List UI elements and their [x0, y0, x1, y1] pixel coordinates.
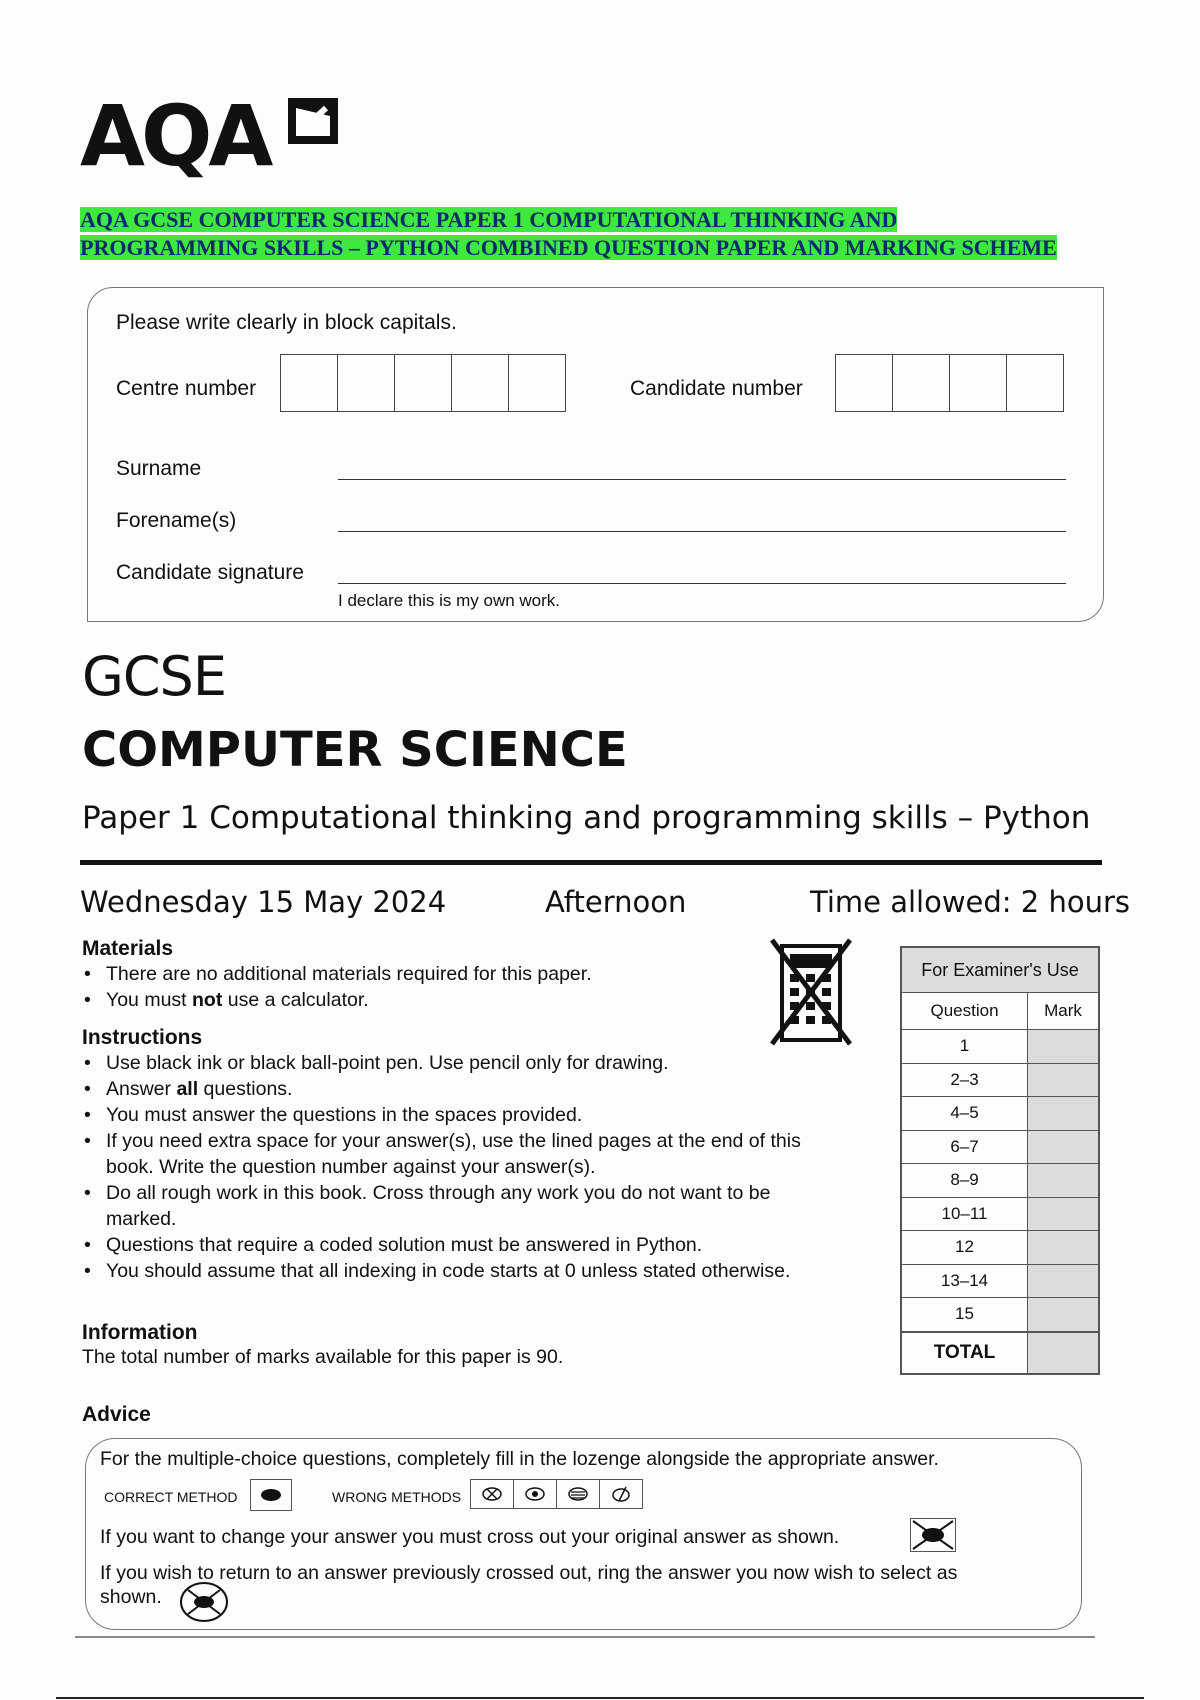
total-row — [901, 1332, 1099, 1374]
advice-line-3-end: shown. — [100, 1586, 162, 1608]
candidate-digit-box[interactable] — [1007, 355, 1063, 411]
question-column-header: Question — [901, 993, 1028, 1030]
question-number: 8–9 — [901, 1164, 1028, 1198]
mark-cell — [1028, 1097, 1099, 1131]
candidate-number-field[interactable] — [835, 354, 1064, 412]
table-row — [901, 1264, 1099, 1298]
surname-field[interactable] — [338, 479, 1066, 480]
materials-heading: Materials — [82, 937, 174, 960]
mark-column-header: Mark — [1028, 993, 1099, 1030]
list-item: • You must not use a calculator. — [82, 987, 782, 1013]
time-allowed: Time allowed: 2 hours — [810, 885, 1130, 919]
qualification-title: GCSE — [82, 645, 226, 708]
instructions-list — [82, 1050, 862, 1284]
table-row — [901, 1298, 1099, 1332]
instructions-heading: Instructions — [82, 1026, 203, 1049]
crossed-lozenge-icon — [911, 1519, 955, 1551]
centre-number-label: Centre number — [116, 377, 257, 400]
question-number: 2–3 — [901, 1063, 1028, 1097]
centre-digit-box[interactable] — [452, 355, 509, 411]
mark-cell — [1028, 1231, 1099, 1265]
wrong-slash-lozenge-icon — [600, 1480, 642, 1508]
wrong-methods-examples — [470, 1479, 643, 1509]
centre-digit-box[interactable] — [338, 355, 395, 411]
banner-line-2: PROGRAMMING SKILLS – PYTHON COMBINED QUESTION PAPER AND MARKING SCHEME — [80, 235, 1057, 260]
correct-method-label: CORRECT METHOD — [104, 1489, 238, 1505]
list-item: • If you need extra space for your answer(s), use the lined pages at the end of this book. Write the question number against your answer(s). — [82, 1128, 826, 1180]
document-banner — [80, 206, 1160, 262]
title-divider — [80, 860, 1102, 865]
centre-digit-box[interactable] — [395, 355, 452, 411]
forename-label: Forename(s) — [116, 509, 237, 532]
candidate-digit-box[interactable] — [950, 355, 1007, 411]
centre-number-field[interactable] — [280, 354, 566, 412]
mark-cell — [1028, 1264, 1099, 1298]
total-mark-cell — [1028, 1332, 1099, 1374]
candidate-number-label: Candidate number — [630, 377, 803, 400]
correct-method-example — [250, 1479, 292, 1511]
question-number: 4–5 — [901, 1097, 1028, 1131]
forename-field[interactable] — [338, 531, 1066, 532]
footer-rule — [75, 1636, 1095, 1638]
list-item: • There are no additional materials required for this paper. — [82, 961, 782, 987]
question-number: 1 — [901, 1030, 1028, 1064]
aqa-logo — [80, 88, 350, 184]
centre-digit-box[interactable] — [509, 355, 565, 411]
advice-line-3: If you wish to return to an answer previously crossed out, ring the answer you now wish to select as — [100, 1562, 958, 1584]
declaration-text: I declare this is my own work. — [338, 591, 561, 610]
filled-lozenge-icon — [260, 1488, 282, 1502]
materials-list — [82, 961, 782, 1013]
examiner-use-table — [900, 946, 1100, 1375]
exam-session: Afternoon — [545, 885, 687, 919]
centre-digit-box[interactable] — [281, 355, 338, 411]
advice-heading: Advice — [82, 1403, 151, 1426]
aqa-logo-text: AQA — [80, 87, 270, 185]
question-number: 13–14 — [901, 1264, 1028, 1298]
advice-line-2: If you want to change your answer you must cross out your original answer as shown. — [100, 1526, 840, 1548]
mark-cell — [1028, 1130, 1099, 1164]
exam-date: Wednesday 15 May 2024 — [80, 885, 447, 919]
list-item: • Do all rough work in this book. Cross through any work you do not want to be marked. — [82, 1180, 786, 1232]
signature-label: Candidate signature — [116, 561, 304, 584]
mark-cell — [1028, 1197, 1099, 1231]
subject-title: COMPUTER SCIENCE — [82, 722, 628, 778]
table-row — [901, 1097, 1099, 1131]
list-item: • Questions that require a coded solution must be answered in Python. — [82, 1232, 862, 1258]
list-item: • Use black ink or black ball-point pen. Use pencil only for drawing. — [82, 1050, 862, 1076]
wrong-dot-lozenge-icon — [514, 1480, 557, 1508]
list-item: • You must answer the questions in the spaces provided. — [82, 1102, 862, 1128]
table-row — [901, 1164, 1099, 1198]
question-number: 6–7 — [901, 1130, 1028, 1164]
table-row — [901, 1197, 1099, 1231]
wrong-tick-lozenge-icon — [471, 1480, 514, 1508]
block-capitals-instruction: Please write clearly in block capitals. — [116, 311, 457, 334]
list-item: • You should assume that all indexing in code starts at 0 unless stated otherwise. — [82, 1258, 862, 1284]
paper-title: Paper 1 Computational thinking and programming skills – Python — [82, 800, 1091, 836]
information-heading: Information — [82, 1321, 198, 1344]
mark-cell — [1028, 1063, 1099, 1097]
mark-cell — [1028, 1030, 1099, 1064]
question-number: 12 — [901, 1231, 1028, 1265]
candidate-digit-box[interactable] — [836, 355, 893, 411]
banner-line-1: AQA GCSE COMPUTER SCIENCE PAPER 1 COMPUTATIONAL THINKING AND — [80, 207, 898, 232]
wrong-scribble-lozenge-icon — [557, 1480, 600, 1508]
signature-field[interactable] — [338, 583, 1066, 584]
information-text: The total number of marks available for this paper is 90. — [82, 1346, 564, 1368]
page-bottom-rule — [56, 1697, 1144, 1699]
table-row — [901, 1030, 1099, 1064]
question-number: 10–11 — [901, 1197, 1028, 1231]
aqa-logo-mark-icon — [282, 94, 342, 150]
candidate-digit-box[interactable] — [893, 355, 950, 411]
total-label: TOTAL — [901, 1332, 1028, 1374]
wrong-methods-label: WRONG METHODS — [332, 1489, 462, 1505]
crossed-out-example — [910, 1518, 956, 1552]
no-calculator-icon — [768, 938, 854, 1048]
table-row — [901, 1130, 1099, 1164]
mark-cell — [1028, 1164, 1099, 1198]
ringed-lozenge-icon — [178, 1580, 230, 1624]
advice-line-1: For the multiple-choice questions, completely fill in the lozenge alongside the appropriate answer. — [100, 1448, 939, 1470]
examiner-table-title: For Examiner's Use — [901, 947, 1099, 993]
table-row — [901, 1231, 1099, 1265]
question-number: 15 — [901, 1298, 1028, 1332]
table-row — [901, 1063, 1099, 1097]
list-item: • Answer all questions. — [82, 1076, 862, 1102]
mark-cell — [1028, 1298, 1099, 1332]
surname-label: Surname — [116, 457, 202, 480]
